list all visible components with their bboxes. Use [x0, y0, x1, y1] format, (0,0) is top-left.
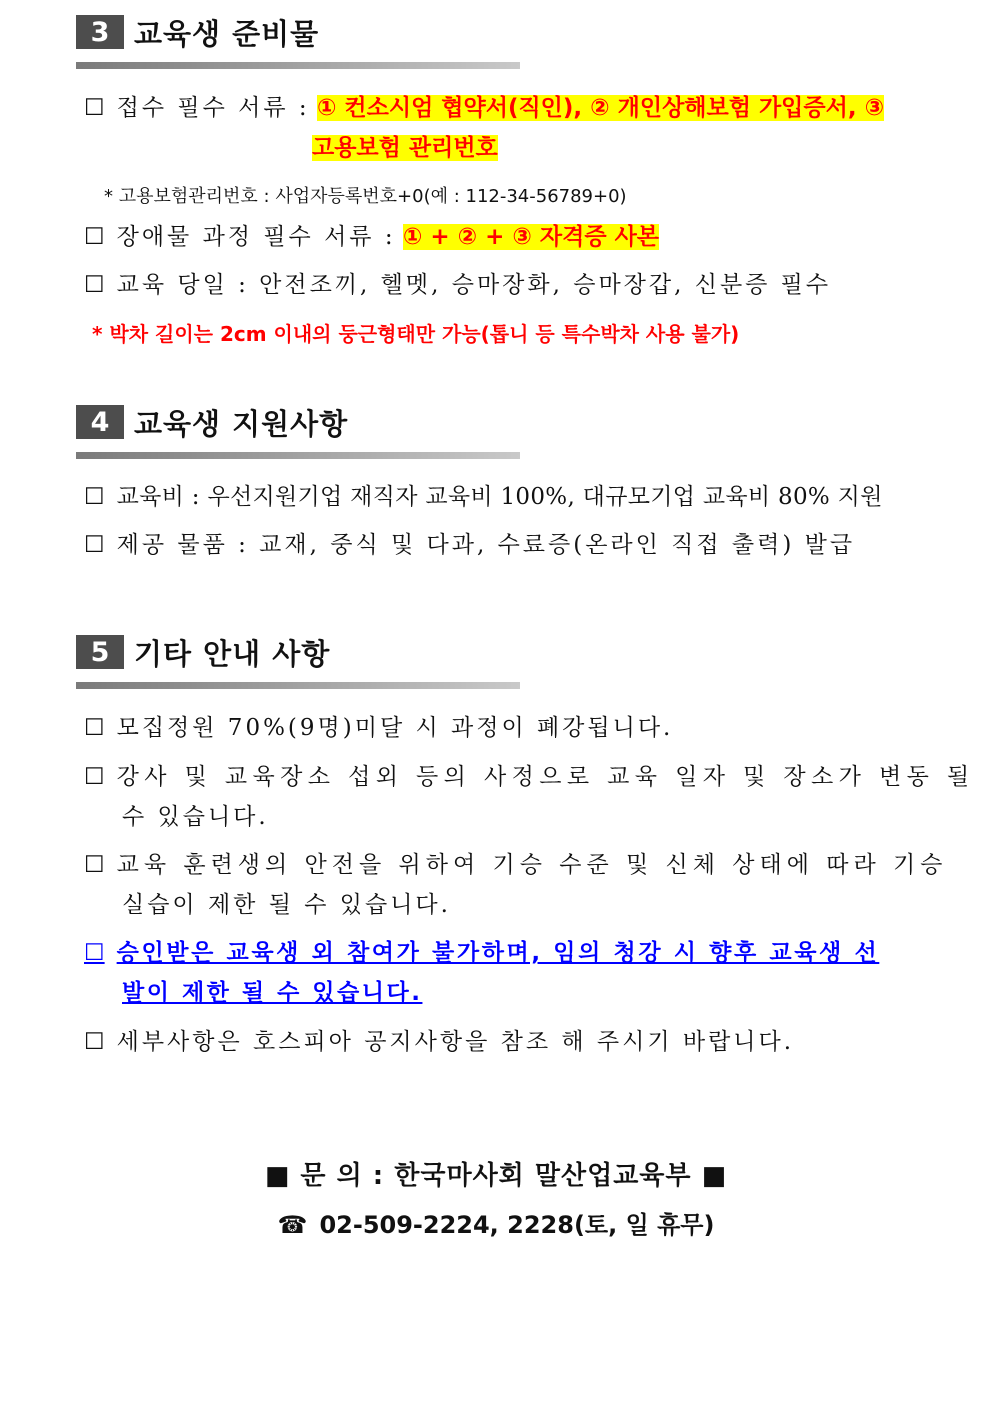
notice-text: 세부사항은 호스피아 공지사항을 참조 해 주시기 바랍니다.: [116, 1029, 795, 1055]
tuition-line: [84, 482, 883, 512]
required-docs-label: 접수 필수 서류 :: [116, 95, 310, 121]
checkbox-icon: ☐: [84, 940, 105, 966]
checkbox-icon: ☐: [84, 484, 105, 510]
farrier-docs-line: [84, 222, 659, 252]
notice-text-important: 발이 제한 될 수 있습니다.: [122, 980, 423, 1006]
insurance-note: * 고용보험관리번호 : 사업자등록번호+0(예 : 112-34-56789+0): [104, 186, 627, 207]
required-docs-highlight: ① 컨소시엄 협약서(직인), ② 개인상해보험 가입증서, ③: [316, 95, 885, 121]
notice-continuation: [122, 890, 451, 920]
notice-item: [84, 713, 673, 743]
required-docs-highlight-2: 고용보험 관리번호: [312, 135, 498, 161]
section-title: 기타 안내 사항: [134, 636, 331, 671]
section-number: 3: [76, 15, 124, 49]
tuition-text: 교육비 : 우선지원기업 재직자 교육비 100%, 대규모기업 교육비 80% 지원: [116, 484, 883, 510]
notice-text-important: 승인받은 교육생 외 참여가 불가하며, 임의 청강 시 향후 교육생 선: [116, 940, 880, 966]
training-day-text: 교육 당일 : 안전조끼, 헬멧, 승마장화, 승마장갑, 신분증 필수: [116, 272, 832, 298]
section-3-header: [76, 12, 319, 52]
section-divider: [76, 452, 520, 459]
section-number: 5: [76, 635, 124, 669]
supplies-text: 제공 물품 : 교재, 중식 및 다과, 수료증(온라인 직접 출력) 발급: [116, 532, 856, 558]
checkbox-icon: ☐: [84, 715, 105, 741]
checkbox-icon: ☐: [84, 224, 105, 250]
notice-text: 모집정원 70%(9명)미달 시 과정이 폐강됩니다.: [116, 715, 674, 741]
section-4-header: [76, 402, 348, 442]
notice-text: 교육 훈련생의 안전을 위하여 기승 수준 및 신체 상태에 따라 기승: [116, 852, 948, 878]
phone-icon: ☎: [277, 1211, 308, 1239]
required-docs-line: [84, 93, 884, 123]
farrier-docs-highlight: ① + ② + ③ 자격증 사본: [402, 224, 660, 250]
spur-note: * 박차 길이는 2cm 이내의 둥근형태만 가능(톱니 등 특수박차 사용 불가): [92, 322, 740, 346]
supplies-line: [84, 530, 855, 560]
section-title: 교육생 지원사항: [134, 406, 349, 441]
notice-continuation: [122, 802, 269, 832]
section-title: 교육생 준비물: [134, 16, 320, 51]
farrier-docs-label: 장애물 과정 필수 서류 :: [116, 224, 396, 250]
contact-title: ■ 문 의 : 한국마사회 말산업교육부 ■: [264, 1161, 728, 1191]
contact-phone-line: [0, 1205, 992, 1240]
notice-continuation: [122, 978, 422, 1008]
required-docs-line-2: [312, 133, 498, 163]
checkbox-icon: ☐: [84, 1029, 105, 1055]
checkbox-icon: ☐: [84, 852, 105, 878]
checkbox-icon: ☐: [84, 532, 105, 558]
notice-text: 강사 및 교육장소 섭외 등의 사정으로 교육 일자 및 장소가 변동 될: [116, 764, 975, 790]
checkbox-icon: ☐: [84, 272, 105, 298]
notice-text: 실습이 제한 될 수 있습니다.: [122, 892, 451, 918]
notice-item-important: [84, 938, 879, 968]
notice-item: [84, 1027, 794, 1057]
section-5-header: [76, 632, 330, 672]
contact-phone: 02-509-2224, 2228(토, 일 휴무): [319, 1211, 715, 1239]
checkbox-icon: ☐: [84, 95, 105, 121]
section-divider: [76, 682, 520, 689]
training-day-line: [84, 270, 831, 300]
checkbox-icon: ☐: [84, 764, 105, 790]
notice-item: [84, 850, 947, 880]
section-divider: [76, 62, 520, 69]
notice-text: 수 있습니다.: [122, 804, 269, 830]
section-number: 4: [76, 405, 124, 439]
notice-item: [84, 762, 975, 792]
